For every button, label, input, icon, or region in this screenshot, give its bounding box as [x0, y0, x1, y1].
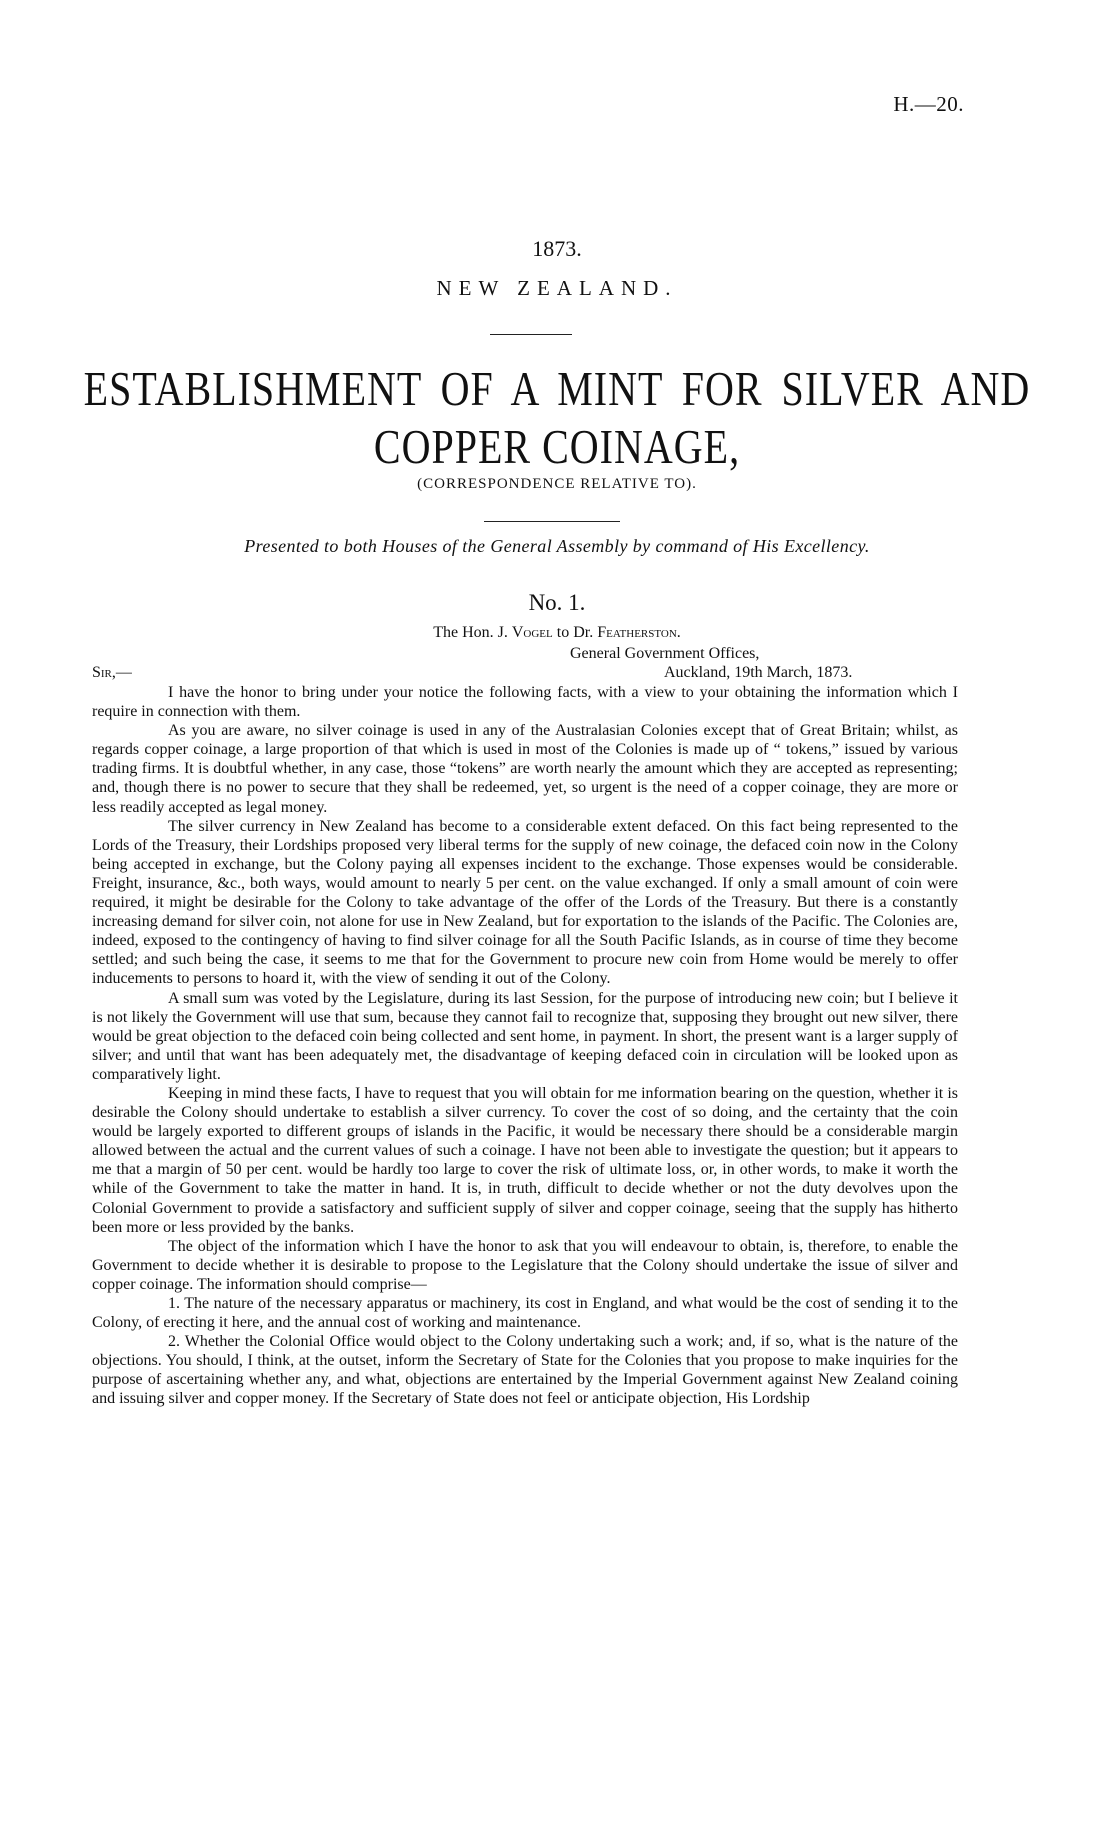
- divider-rule: [484, 521, 620, 522]
- paragraph: The object of the information which I have the honor to ask that you will endeavour to obtain, is, therefore, to enable the Government to decide whether it is desirable to propose to the Legislature that the Colony should undertake the issue of silver and copper coinage. The information should comprise—: [92, 1237, 958, 1293]
- document-title-line-2: COPPER COINAGE,: [373, 419, 741, 475]
- letter-body: [92, 683, 958, 1409]
- salutation: Sir,—: [92, 664, 132, 681]
- paragraph: A small sum was voted by the Legislature, during its last Session, for the purpose of introducing new coin; but I believe it is not likely the Government will use that sum, because they cannot fail to recognize that, supposing they brought out new silver, there would be great objection to the defaced coin being collected and sent home, in payment. In short, the present want is a larger supply of silver; and until that want has been adequately met, the disadvantage of keeping defaced coin in circulation will be looked upon as comparatively light.: [92, 989, 958, 1083]
- to-prefix: to Dr.: [552, 624, 598, 641]
- paragraph: Keeping in mind these facts, I have to request that you will obtain for me information bearing on the question, whether it is desirable the Colony should undertake to establish a silver currency. To cover the cost of so doing, and the certainty that the coin would be largely exported to different groups of islands in the Pacific, it would be necessary there should be a considerable margin allowed between the actual and the current values of such a coinage. I have not been able to investigate the question; but it appears to me that a margin of 50 per cent. would be hardly too large to cover the risk of ultimate loss, or, in other words, to make it worth the while of the Government to take the matter in hand. It is, in truth, difficult to decide whether or not the duty devolves upon the Colonial Government to provide a satisfactory and sufficient supply of silver and copper coinage, seeing that the supply has hitherto been more or less provided by the banks.: [92, 1084, 958, 1236]
- paragraph: The silver currency in New Zealand has become to a considerable extent defaced. On this fact being represented to the Lords of the Treasury, their Lordships proposed very liberal terms for the supply of new coinage, the defaced coin now in the Colony being accepted in exchange, but the Colony paying all expenses incident to the exchange. Those expenses would be considerable. Freight, insurance, &c., both ways, would amount to nearly 5 per cent. on the value exchanged. If only a small amount of coin were required, it might be desirable for the Colony to take advantage of the offer of the Lords of the Treasury. But there is a constantly increasing demand for silver coin, not alone for use in New Zealand, but for exportation to the islands of the Pacific. The Colonies are, indeed, exposed to the contingency of having to find silver coinage for all the South Pacific Islands, as in course of time they become settled; and such being the case, it seems to me that for the Government to procure new coin from Home would be merely to offer inducements to persons to hoard it, with the view of sending it out of the Colony.: [92, 817, 958, 988]
- presented-line: Presented to both Houses of the General Assembly by command of His Excellency.: [244, 536, 870, 556]
- paper-reference: H.—20.: [893, 92, 964, 116]
- paragraph: I have the honor to bring under your notice the following facts, with a view to your obtaining the information which I require in connection with them.: [92, 684, 958, 721]
- list-item: 2. Whether the Colonial Office would object to the Colony undertaking such a work; and, if so, what is the nature of the objections. You should, I think, at the outset, inform the Secretary of State for the Colonies that you propose to make inquiries for the purpose of ascertaining whether any, and what, objections are entertained by the Imperial Government against New Zealand coining and issuing silver and copper money. If the Secretary of State does not feel or anticipate objection, His Lordship: [92, 1333, 958, 1408]
- address-line-2: Auckland, 19th March, 1873.: [664, 664, 853, 681]
- paragraph: As you are aware, no silver coinage is used in any of the Australasian Colonies except that of Great Britain; whilst, as regards copper coinage, a large proportion of that which is used in most of the Colonies is made up of “ tokens,” issued by various trading firms. It is doubtful whether, in any case, those “tokens” are worth nearly the amount which they are accepted as representing; and, though there is no power to secure that they shall be redeemed, yet, so urgent is the need of a copper coinage, they are more or less readily accepted as legal money.: [92, 722, 958, 816]
- document-title-line-1: ESTABLISHMENT OF A MINT FOR SILVER AND: [83, 361, 1031, 417]
- from-name: Vogel: [511, 624, 553, 641]
- divider-rule: [490, 334, 572, 335]
- year: 1873.: [532, 236, 582, 261]
- letter-number: No. 1.: [528, 590, 586, 615]
- to-name: Featherston.: [597, 624, 681, 641]
- address-line-1: General Government Offices,: [570, 645, 760, 662]
- letter-from-to: [0, 624, 1114, 642]
- from-prefix: The Hon. J.: [433, 624, 512, 641]
- country: NEW ZEALAND.: [436, 276, 678, 300]
- document-subtitle: (CORRESPONDENCE RELATIVE TO).: [417, 476, 697, 492]
- list-item: 1. The nature of the necessary apparatus or machinery, its cost in England, and what would be the cost of sending it to the Colony, of erecting it here, and the annual cost of working and maintenance.: [92, 1295, 958, 1332]
